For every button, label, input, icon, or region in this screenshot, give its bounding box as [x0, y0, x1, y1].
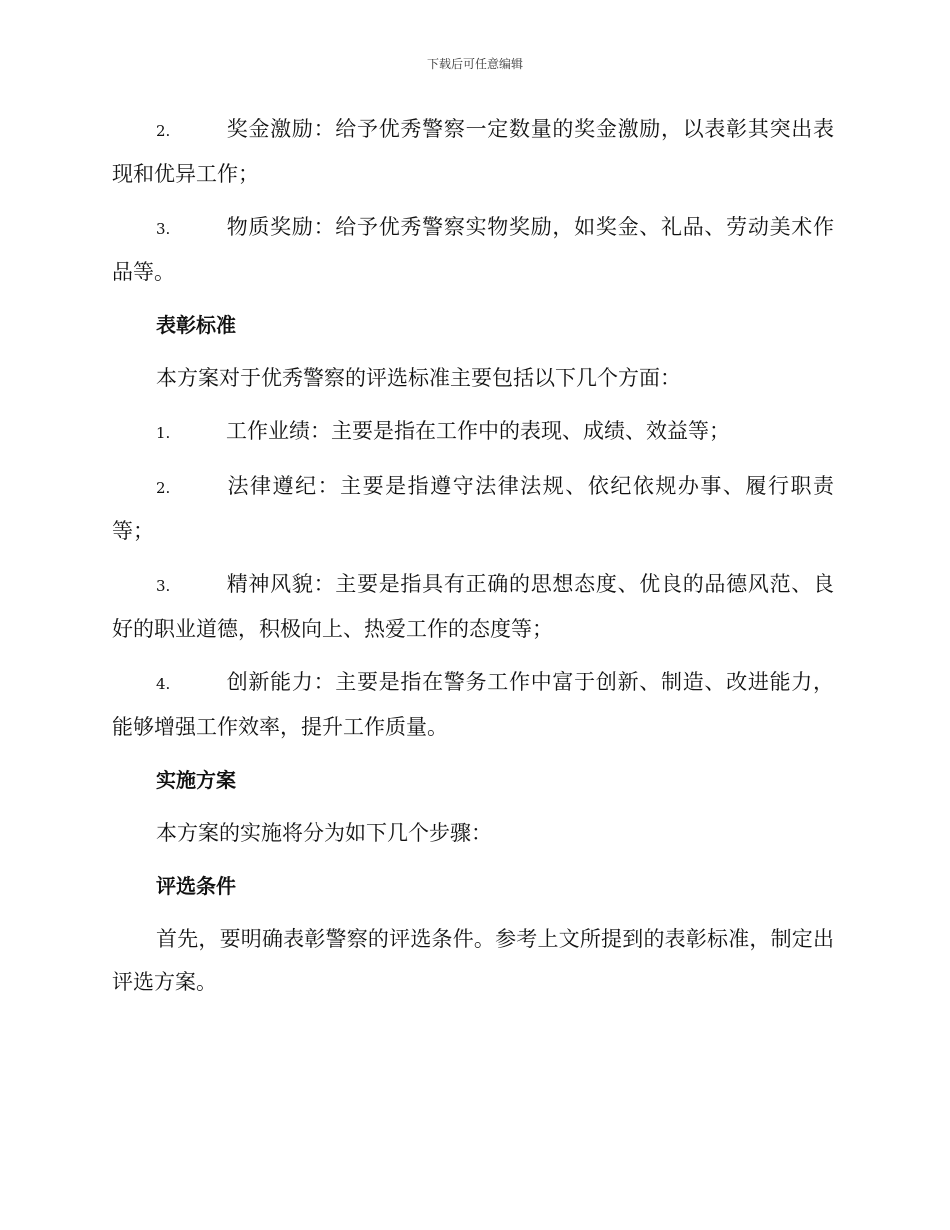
list-item-number: 3.: [156, 220, 171, 238]
section-heading-implementation: 实施方案: [156, 768, 236, 792]
list-item-number: 4.: [156, 675, 171, 693]
list-item-text: 法律遵纪：主要是指遵守法律法规、依纪依规办事、履行职责等；: [112, 474, 834, 543]
list-item-number: 1.: [156, 424, 171, 442]
section-heading-standards: 表彰标准: [156, 313, 236, 337]
list-item-number: 3.: [156, 577, 171, 595]
list-item: [112, 661, 834, 749]
list-item: [112, 206, 834, 294]
list-item-text: 创新能力：主要是指在警务工作中富于创新、制造、改进能力，能够增强工作效率，提升工作质量。: [112, 670, 834, 739]
list-item-text: 工作业绩：主要是指在工作中的表现、成绩、效益等；: [226, 419, 730, 443]
list-item-number: 2.: [156, 479, 171, 497]
implementation-intro: 本方案的实施将分为如下几个步骤：: [156, 821, 492, 845]
standards-intro: 本方案对于优秀警察的评选标准主要包括以下几个方面：: [156, 366, 681, 390]
header-note: 下载后可任意编辑: [426, 57, 523, 71]
list-item-number: 2.: [156, 122, 171, 140]
section-heading-criteria: 评选条件: [156, 874, 236, 898]
list-item-text: 奖金激励：给予优秀警察一定数量的奖金激励，以表彰其突出表现和优异工作；: [112, 117, 834, 186]
criteria-paragraph: 首先，要明确表彰警察的评选条件。参考上文所提到的表彰标准，制定出评选方案。: [112, 927, 834, 994]
list-item: [112, 465, 834, 553]
list-item-text: 精神风貌：主要是指具有正确的思想态度、优良的品德风范、良好的职业道德，积极向上、热爱工作的态度等；: [112, 572, 834, 641]
list-item-text: 物质奖励：给予优秀警察实物奖励，如奖金、礼品、劳动美术作品等。: [112, 215, 834, 284]
list-item: [112, 410, 834, 455]
document-body: [112, 108, 834, 1014]
list-item: [112, 563, 834, 651]
list-item: [112, 108, 834, 196]
